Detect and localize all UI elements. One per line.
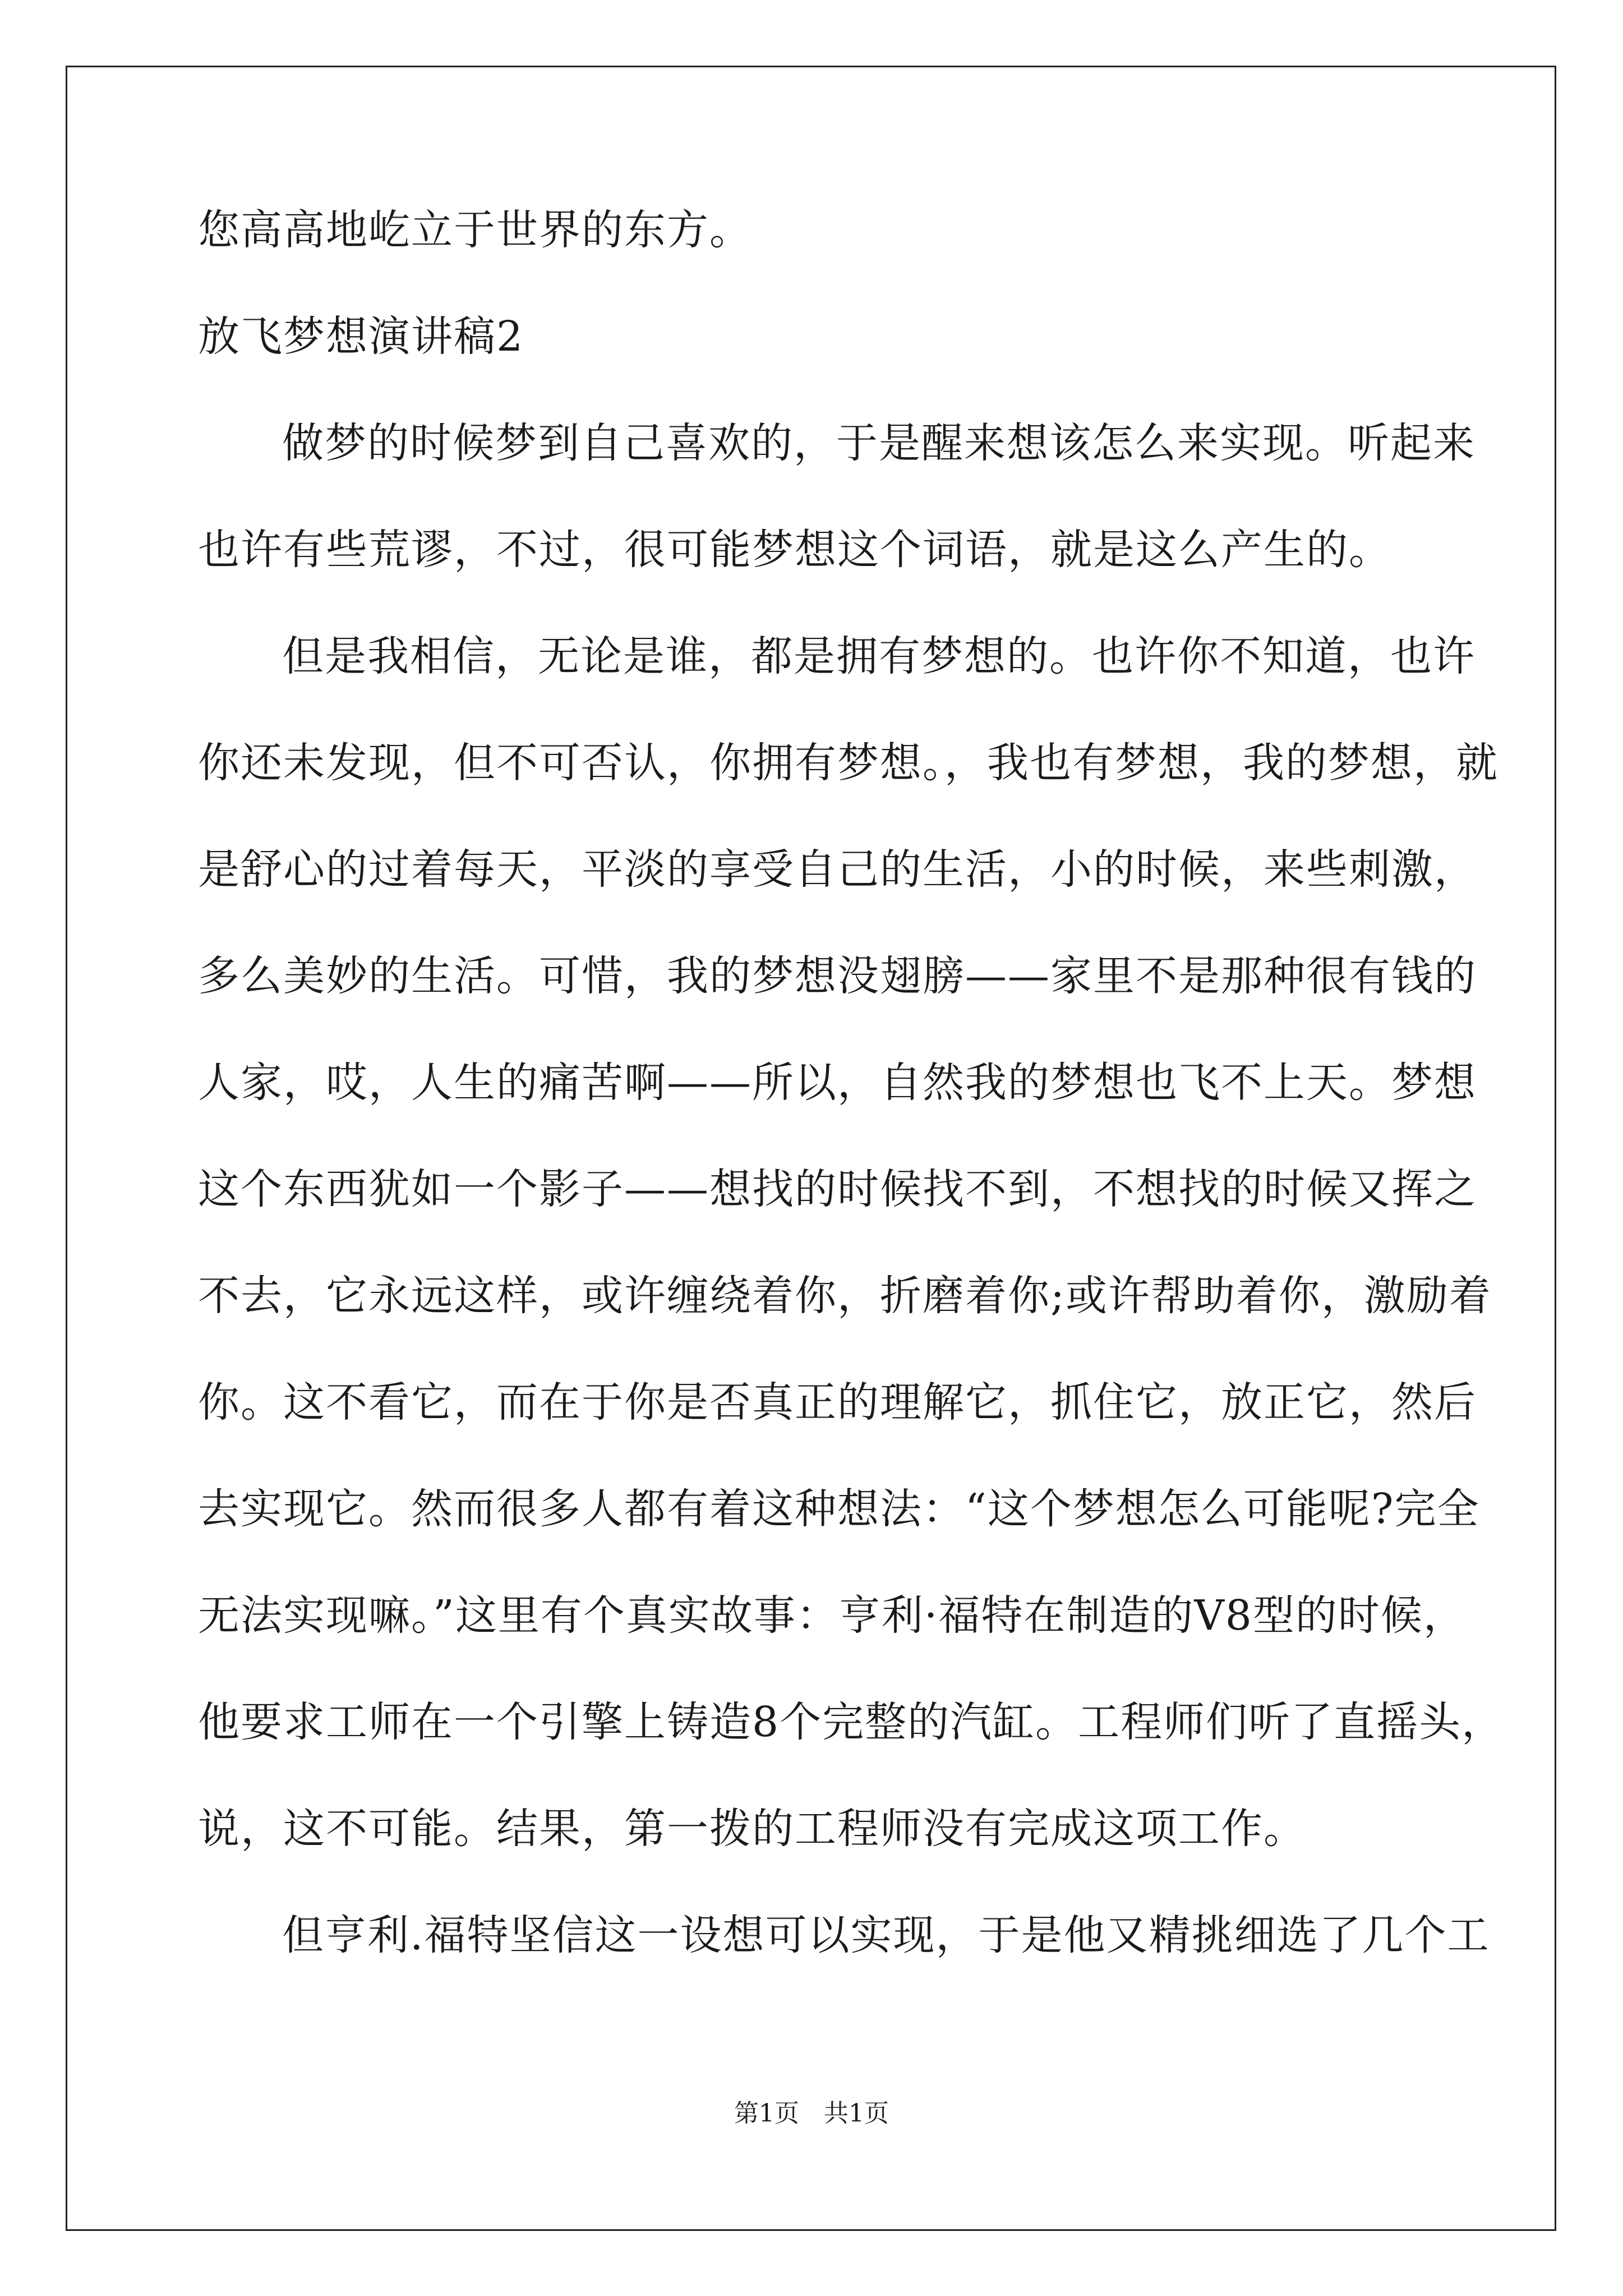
paragraph-2-line-8: 你。这不看它，而在于你是否真正的理解它，抓住它，放正它，然后 xyxy=(198,1378,1477,1427)
paragraph-2-line-11: 他要求工师在一个引擎上铸造8个完整的汽缸。工程师们听了直摇头， xyxy=(198,1698,1505,1746)
paragraph-2-line-6: 这个东西犹如一个影子——想找的时候找不到，不想找的时候又挥之 xyxy=(198,1165,1477,1213)
paragraph-2-line-9: 去实现它。然而很多人都有着这种想法：“这个梦想怎么可能呢?完全 xyxy=(198,1485,1480,1533)
page-border xyxy=(66,66,1556,2231)
paragraph-2-line-10: 无法实现嘛。”这里有个真实故事：亨利·福特在制造的V8型的时候， xyxy=(198,1591,1466,1640)
paragraph-2-line-7: 不去，它永远这样，或许缠绕着你，折磨着你;或许帮助着你，激励着 xyxy=(198,1272,1492,1320)
paragraph-1-line-1: 做梦的时候梦到自己喜欢的，于是醒来想该怎么来实现。听起来 xyxy=(282,419,1476,467)
paragraph-2-line-4: 多么美妙的生活。可惜，我的梦想没翅膀——家里不是那种很有钱的 xyxy=(198,952,1477,1000)
paragraph-2-line-12: 说，这不可能。结果，第一拨的工程师没有完成这项工作。 xyxy=(198,1805,1306,1853)
paragraph-3-line-1: 但亨利.福特坚信这一设想可以实现，于是他又精挑细选了几个工 xyxy=(282,1911,1490,1959)
page-number-footer: 第1页 共1页 xyxy=(734,2099,889,2128)
section-heading: 放飞梦想演讲稿2 xyxy=(198,312,524,361)
paragraph-2-line-2: 你还未发现，但不可否认，你拥有梦想。，我也有梦想，我的梦想，就 xyxy=(198,739,1498,787)
text-line-1: 您高高地屹立于世界的东方。 xyxy=(198,206,752,254)
paragraph-2-line-5: 人家，哎，人生的痛苦啊——所以，自然我的梦想也飞不上天。梦想 xyxy=(198,1059,1477,1107)
paragraph-1-line-2: 也许有些荒谬，不过，很可能梦想这个词语，就是这么产生的。 xyxy=(198,526,1391,574)
paragraph-2-line-3: 是舒心的过着每天，平淡的享受自己的生活，小的时候，来些刺激， xyxy=(198,845,1477,894)
paragraph-2-line-1: 但是我相信，无论是谁，都是拥有梦想的。也许你不知道，也许 xyxy=(282,632,1476,680)
